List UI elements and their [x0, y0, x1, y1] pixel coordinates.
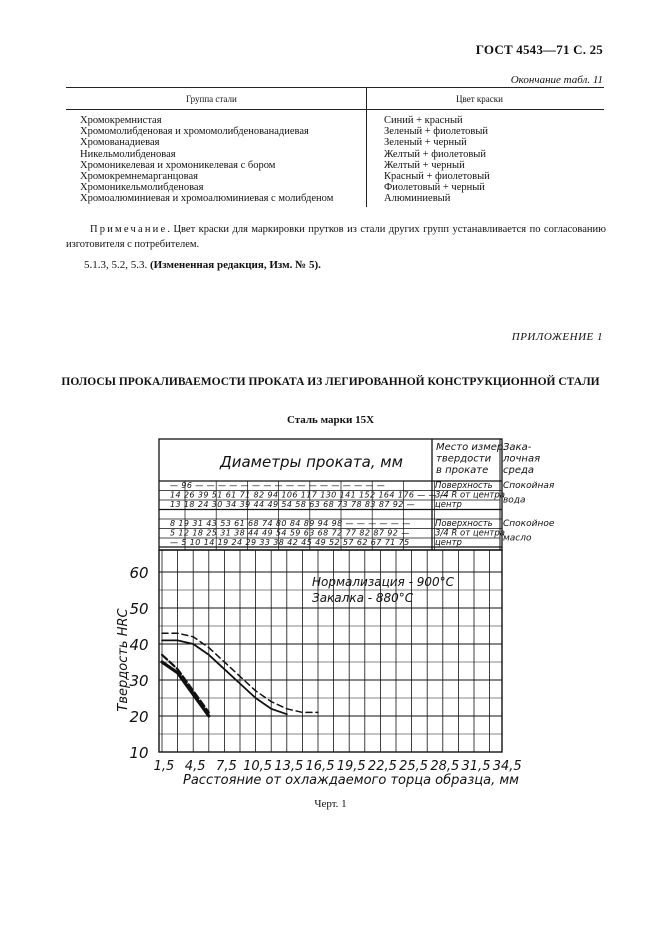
table-cell-color: Фиолетовый + черный	[384, 182, 485, 194]
chart-caption: Черт. 1	[314, 798, 347, 810]
diameter-row-values: 5 12 18 25 31 38 44 49 54 59 63 68 72 77 82 87 92 —	[170, 528, 410, 538]
table-cell-group: Хромованадиевая	[80, 137, 160, 149]
change-refs: 5.1.3, 5.2, 5.3.	[84, 259, 150, 271]
table-cell-group: Никельмолибденовая	[80, 148, 176, 160]
diameter-row-place: 3/4 R от центра	[435, 528, 505, 539]
x-tick-label: 19,5	[336, 759, 366, 774]
x-axis-title: Расстояние от охлаждаемого торца образца, мм	[183, 773, 519, 788]
y-tick-label: 10	[129, 744, 149, 762]
diameter-row-place: Поверхность	[435, 519, 493, 529]
series-lower-solid	[162, 662, 209, 716]
x-tick-label: 7,5	[216, 759, 237, 774]
y-tick-label: 40	[129, 636, 149, 654]
x-tick-label: 1,5	[153, 759, 175, 774]
table-cell-group: Хромоникельмолибденовая	[80, 182, 204, 194]
table-cell-color: Алюминиевый	[384, 193, 451, 205]
x-tick-label: 34,5	[492, 759, 522, 774]
column-header-group: Группа стали	[186, 94, 237, 104]
table-cell-color: Синий + красный	[384, 115, 463, 126]
table-cell-group: Хромомолибденовая и хромомолибденованадиевая	[80, 126, 309, 138]
table-cell-group: Хромокремнемарганцовая	[80, 171, 198, 182]
diameter-row-place: Поверхность	[435, 481, 493, 491]
table-header-medium-line: Зака-	[503, 442, 532, 453]
table-cell-group: Хромоалюминиевая и хромоалюминиевая с молибденом	[80, 193, 334, 205]
diameter-row-medium: вода	[503, 495, 526, 506]
table-cell-group: Хромокремнистая	[80, 115, 162, 126]
diameter-row-medium: Спокойное	[503, 519, 555, 529]
appendix-label: ПРИЛОЖЕНИЕ 1	[511, 331, 603, 343]
diameter-row-medium: масло	[503, 533, 532, 544]
treatment-line-1: Нормализация - 900°С	[312, 575, 455, 589]
chart-subtitle: Сталь марки 15Х	[286, 414, 375, 426]
y-tick-label: 50	[129, 600, 149, 618]
y-tick-label: 20	[129, 708, 149, 726]
note-text: . Цвет краски для маркировки прутков из стали других групп устанавливается по согласованию изготовителя с потребителем.	[66, 224, 606, 250]
column-header-color: Цвет краски	[456, 94, 503, 104]
note-label: Примечание	[90, 224, 168, 235]
table-cell-color: Желтый + черный	[384, 159, 465, 171]
x-tick-label: 25,5	[399, 759, 429, 774]
diameter-row-medium: Спокойная	[503, 481, 555, 491]
table-header-place-line: твердости	[436, 453, 492, 465]
table-cell-group: Хромоникелевая и хромоникелевая с бором	[80, 159, 276, 171]
table-header-place-line: Место измер.	[436, 442, 507, 453]
appendix-title: ПОЛОСЫ ПРОКАЛИВАЕМОСТИ ПРОКАТА ИЗ ЛЕГИРОВАННОЙ КОНСТРУКЦИОННОЙ СТАЛИ	[61, 376, 600, 388]
diameter-row-values: — 96 — — — — — — — — — — — — — — — — —	[170, 481, 386, 490]
diameter-row-values: 8 19 31 43 53 61 68 74 80 84 89 94 98 — — — — — —	[170, 519, 411, 528]
page-header: ГОСТ 4543—71 С. 25	[475, 42, 603, 57]
diameter-row-place: 3/4 R от центра	[435, 490, 505, 501]
table-cell-color: Зеленый + фиолетовый	[384, 126, 489, 138]
table-header-diameters: Диаметры проката, мм	[220, 453, 403, 471]
table-cell-color: Желтый + фиолетовый	[384, 148, 486, 160]
x-tick-label: 28,5	[430, 759, 460, 774]
y-tick-label: 60	[129, 564, 149, 582]
x-tick-label: 16,5	[305, 759, 335, 774]
diameter-row-place: центр	[435, 500, 462, 510]
table-caption: Окончание табл. 11	[510, 74, 603, 86]
y-axis-title: Твердость HRC	[116, 608, 131, 712]
y-tick-label: 30	[129, 672, 149, 690]
diameter-row-values: 13 18 24 30 34 39 44 49 54 58 63 68 73 78 83 87 92 —	[170, 500, 416, 509]
x-tick-label: 10,5	[243, 759, 273, 774]
x-tick-label: 31,5	[461, 759, 491, 774]
table-header-medium-line: лочная	[503, 453, 541, 465]
diameter-row-place: центр	[435, 538, 462, 548]
x-tick-label: 4,5	[184, 759, 206, 774]
table-cell-color: Красный + фиолетовый	[384, 171, 490, 182]
diameter-row-values: — 5 10 14 19 24 29 33 38 42 45 49 52 57 62 67 71 75	[170, 538, 410, 547]
change-bold: (Измененная редакция, Изм. № 5).	[150, 259, 321, 271]
diameter-table	[159, 439, 555, 550]
table-cell-color: Зеленый + черный	[384, 137, 467, 149]
chart-labels	[116, 564, 522, 788]
table-header-place-line: в прокате	[436, 465, 489, 476]
x-tick-label: 22,5	[367, 759, 397, 774]
treatment-line-2: Закалка - 880°С	[312, 591, 414, 605]
table-header-medium-line: среда	[503, 465, 535, 476]
diameter-row-values: 14 26 39 51 61 71 82 94 106 117 130 141 152 164 176 — — —	[170, 490, 449, 500]
x-tick-label: 13,5	[274, 759, 304, 774]
